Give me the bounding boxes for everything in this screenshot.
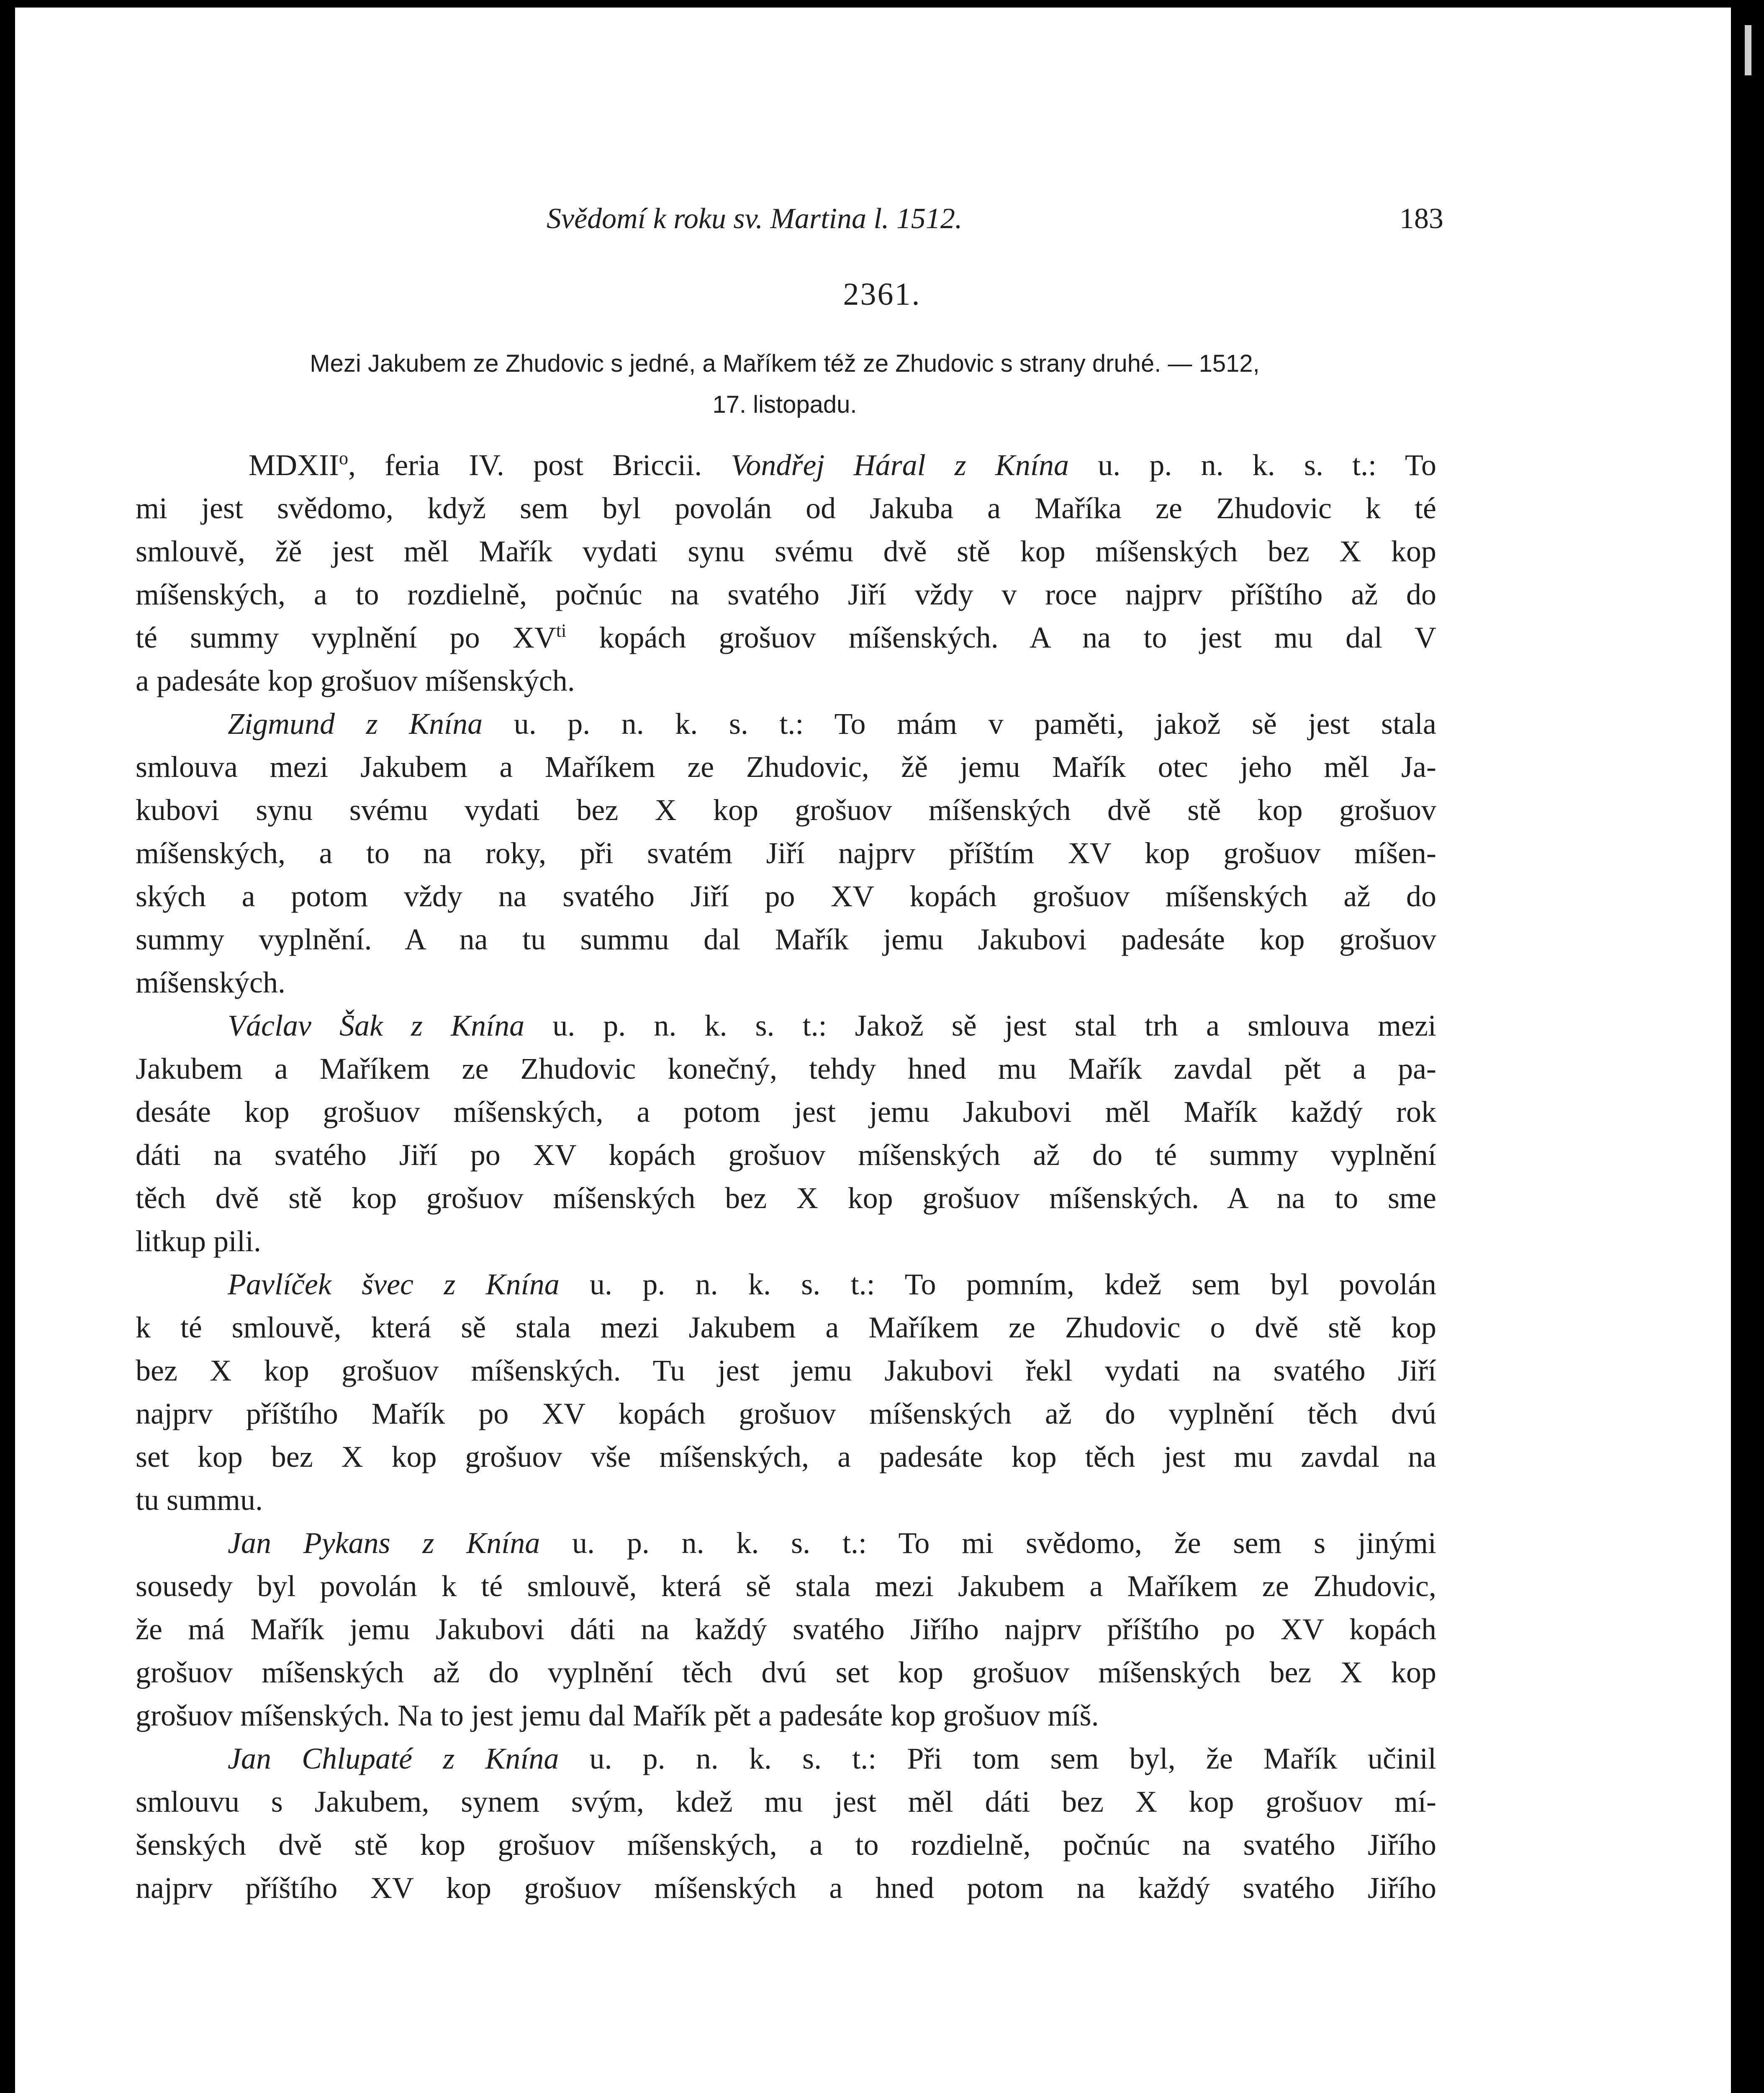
text-line: smlouvě, žě jest měl Mařík vydati synu svému dvě stě kop míšenských bez X kop bbox=[136, 535, 1436, 568]
entry-number: 2361. bbox=[843, 277, 921, 312]
witness-name: Vondřej Háral z Knína bbox=[731, 448, 1069, 482]
text-line: Jan Chlupaté z Knína u. p. n. k. s. t.: Při tom sem byl, že Mařík učinil bbox=[228, 1742, 1436, 1775]
entry-heading bbox=[159, 343, 1410, 425]
text-line: grošuov míšenských až do vyplnění těch dvú set kop grošuov míšenských bez X kop bbox=[136, 1656, 1436, 1689]
text-line: smlouva mezi Jakubem a Maříkem ze Zhudovic, žě jemu Mařík otec jeho měl Ja- bbox=[136, 750, 1436, 784]
entry-heading-date: 17. listopadu. bbox=[712, 391, 857, 418]
text-line: šenských dvě stě kop grošuov míšenských, a to rozdielně, počnúc na svatého Jiřího bbox=[136, 1828, 1436, 1862]
witness-name: Zigmund z Knína bbox=[228, 707, 483, 741]
text-line: tu summu. bbox=[136, 1483, 263, 1517]
text-line: MDXII$^o$, feria IV. post Briccii. Vondřej Háral z Knína u. p. n. k. s. t.: To bbox=[249, 448, 1437, 482]
text-line: summy vyplnění. A na tu summu dal Mařík jemu Jakubovi padesáte kop grošuov bbox=[136, 923, 1436, 956]
running-head-title: Svědomí k roku sv. Martina l. 1512. bbox=[547, 203, 963, 235]
text-line: najprv příštího Mařík po XV kopách grošuov míšenských až do vyplnění těch dvú bbox=[136, 1397, 1436, 1430]
text-line: litkup pili. bbox=[136, 1224, 262, 1258]
text-line: set kop bez X kop grošuov vše míšenských, a padesáte kop těch jest mu zavdal na bbox=[136, 1440, 1436, 1473]
text-line: grošuov míšenských. Na to jest jemu dal Mařík pět a padesáte kop grošuov míš. bbox=[136, 1699, 1099, 1732]
text-line: bez X kop grošuov míšenských. Tu jest jemu Jakubovi řekl vydati na svatého Jiří bbox=[136, 1354, 1436, 1387]
text-line: Pavlíček švec z Knína u. p. n. k. s. t.: To pomním, kdež sem byl povolán bbox=[228, 1268, 1436, 1301]
text-line: mi jest svědomo, když sem byl povolán od Jakuba a Maříka ze Zhudovic k té bbox=[136, 491, 1436, 525]
text-line: ských a potom vždy na svatého Jiří po XV kopách grošuov míšenských až do bbox=[136, 879, 1436, 913]
testimony-paragraph bbox=[136, 444, 1436, 702]
text-line: Jakubem a Maříkem ze Zhudovic konečný, tehdy hned mu Mařík zavdal pět a pa- bbox=[136, 1052, 1436, 1085]
witness-name: Jan Chlupaté z Knína bbox=[228, 1742, 559, 1775]
text-line: k té smlouvě, která sě stala mezi Jakubem a Maříkem ze Zhudovic o dvě stě kop bbox=[136, 1311, 1436, 1344]
text-line: smlouvu s Jakubem, synem svým, kdež mu jest měl dáti bez X kop grošuov mí- bbox=[136, 1785, 1436, 1818]
witness-name: Jan Pykans z Knína bbox=[228, 1526, 540, 1560]
superscript: o bbox=[339, 448, 348, 468]
entry-heading-line: Mezi Jakubem ze Zhudovic s jedné, a Maříkem též ze Zhudovic s strany druhé. — 1512, bbox=[310, 350, 1260, 377]
scan-edge-mark bbox=[1745, 25, 1751, 75]
text-line: dáti na svatého Jiří po XV kopách grošuov míšenských až do té summy vyplnění bbox=[136, 1138, 1436, 1172]
testimony-paragraph bbox=[136, 1263, 1436, 1522]
text-line: že má Mařík jemu Jakubovi dáti na každý svatého Jiřího najprv příštího po XV kopách bbox=[136, 1612, 1436, 1646]
testimony-paragraph bbox=[136, 1004, 1436, 1263]
testimony-paragraph bbox=[136, 702, 1436, 1004]
text-line: kubovi synu svému vydati bez X kop grošuov míšenských dvě stě kop grošuov bbox=[136, 793, 1436, 827]
testimony-paragraph bbox=[136, 1737, 1436, 1910]
testimony-paragraph bbox=[136, 1522, 1436, 1737]
witness-name: Václav Šak z Knína bbox=[228, 1009, 525, 1042]
text-line: míšenských. bbox=[136, 966, 285, 999]
text-line: té summy vyplnění po $XV^{ti}$ kopách grošuov míšenských. A na to jest mu dal V bbox=[136, 620, 1436, 654]
testimony-body bbox=[136, 444, 1436, 1910]
witness-name: Pavlíček švec z Knína bbox=[228, 1268, 560, 1301]
text-line: Václav Šak z Knína u. p. n. k. s. t.: Jakož sě jest stal trh a smlouva mezi bbox=[228, 1009, 1436, 1042]
text-line: najprv příštího XV kop grošuov míšenských a hned potom na každý svatého Jiřího bbox=[136, 1871, 1436, 1905]
superscript: ti bbox=[556, 620, 567, 641]
text-line: sousedy byl povolán k té smlouvě, která sě stala mezi Jakubem a Maříkem ze Zhudovic, bbox=[136, 1569, 1436, 1603]
text-line: míšenských, a to na roky, při svatém Jiří najprv příštím XV kop grošuov míšen- bbox=[136, 836, 1436, 870]
text-line: Zigmund z Knína u. p. n. k. s. t.: To mám v paměti, jakož sě jest stala bbox=[228, 707, 1436, 741]
text-line: míšenských, a to rozdielně, počnúc na svatého Jiří vždy v roce najprv příštího až do bbox=[136, 578, 1436, 611]
page-number: 183 bbox=[1399, 203, 1443, 235]
text-line: a padesáte kop grošuov míšenských. bbox=[136, 664, 575, 697]
text-line: desáte kop grošuov míšenských, a potom jest jemu Jakubovi měl Mařík každý rok bbox=[136, 1095, 1436, 1129]
text-line: Jan Pykans z Knína u. p. n. k. s. t.: To mi svědomo, že sem s jinými bbox=[228, 1526, 1436, 1560]
text-line: těch dvě stě kop grošuov míšenských bez X kop grošuov míšenských. A na to sme bbox=[136, 1181, 1436, 1215]
